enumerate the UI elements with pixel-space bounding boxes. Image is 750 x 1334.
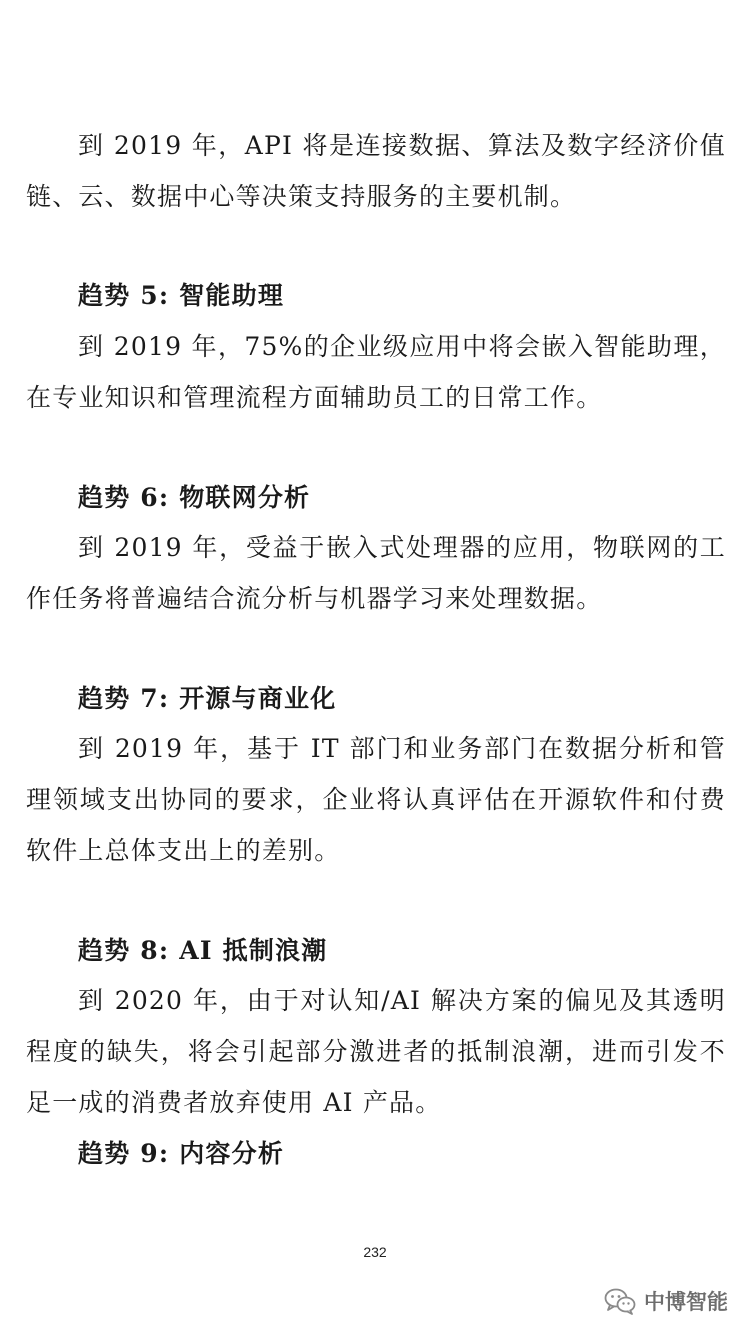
heading-trend-9: 趋势 9: 内容分析: [78, 1139, 285, 1168]
heading-trend-5: 趋势 5: 智能助理: [78, 281, 285, 310]
paragraph-trend-5: 到 2019 年，75%的企业级应用中将会嵌入智能助理，在专业知识和管理流程方面辅助员工的日常工作。: [26, 332, 726, 412]
heading-trend-8: 趋势 8: AI 抵制浪潮: [78, 936, 328, 965]
paragraph-trend-7: 到 2019 年，基于 IT 部门和业务部门在数据分析和管理领域支出协同的要求，企业将认真评估在开源软件和付费软件上总体支出上的差别。: [26, 734, 726, 865]
paragraph-trend-6: 到 2019 年，受益于嵌入式处理器的应用，物联网的工作任务将普遍结合流分析与机器学习来处理数据。: [26, 533, 726, 613]
heading-trend-6: 趋势 6: 物联网分析: [78, 483, 311, 512]
watermark: [604, 1286, 728, 1316]
watermark-text: 中博智能: [644, 1290, 728, 1314]
wechat-icon: [604, 1287, 636, 1315]
paragraph-api: 到 2019 年，API 将是连接数据、算法及数字经济价值链、云、数据中心等决策支持服务的主要机制。: [26, 131, 726, 211]
heading-trend-7: 趋势 7: 开源与商业化: [78, 684, 337, 713]
page-number: 232: [363, 1244, 387, 1260]
paragraph-trend-8: 到 2020 年，由于对认知/AI 解决方案的偏见及其透明程度的缺失，将会引起部分激进者的抵制浪潮，进而引发不足一成的消费者放弃使用 AI 产品。: [26, 986, 726, 1117]
